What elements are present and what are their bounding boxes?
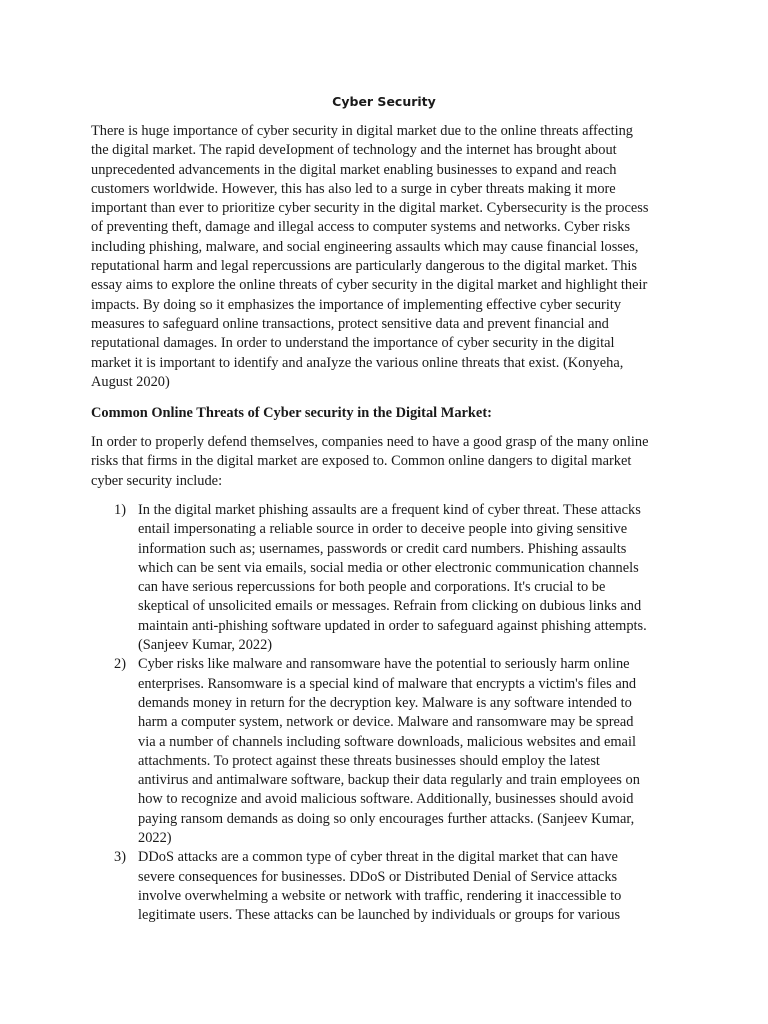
section-intro-line: In order to properly defend themselves, companies need to have a good grasp of the many online [91, 434, 649, 450]
intro-line: reputational damages. In order to understand the importance of cyber security in the digital [91, 335, 615, 352]
intro-line: unprecedented advancements in the digital market enabling businesses to expand and reach [91, 161, 617, 178]
list-item-phishing [114, 501, 694, 655]
intro-line: impacts. By doing so it emphasizes the importance of implementing effective cyber security [91, 296, 622, 313]
intro-line: reputational harm and legal repercussions are particularly dangerous to the digital market. This [91, 258, 637, 275]
list-item-line: involve overwhelming a website or network with traffic, rendering it inaccessible to [138, 887, 622, 904]
intro-line: market it is important to identify and anaIyze the various online threats that exist. (Konyeha, [91, 354, 624, 371]
document-title: Cyber Security [332, 94, 436, 109]
section-intro-paragraph [91, 433, 681, 491]
list-item-line: antivirus and antimalware software, backup their data regularly and train employees on [138, 772, 640, 789]
list-item-line: attachments. To protect against these threats businesses should employ the latest [138, 752, 600, 769]
list-item-line: legitimate users. These attacks can be launched by individuals or groups for various [138, 907, 621, 924]
intro-line: August 2020) [91, 373, 170, 390]
intro-line: of preventing theft, damage and illegal access to computer systems and networks. Cyber risks [91, 219, 631, 236]
intro-line: measures to safeguard online transactions, protect sensitive data and prevent financial and [91, 315, 609, 332]
list-item-line: (Sanjeev Kumar, 2022) [138, 637, 273, 654]
list-item-line: demands money in return for the decryption key. Malware is any software intended to [138, 694, 632, 711]
section-heading: Common Online Threats of Cyber security in the Digital Market: [91, 405, 492, 421]
threats-list [114, 501, 694, 926]
intro-line: including phishing, malware, and social engineering assaults which may cause financial losses, [91, 238, 639, 255]
list-item-line: severe consequences for businesses. DDoS or Distributed Denial of Service attacks [138, 868, 618, 885]
intro-line: the digital market. The rapid deveIopment of technology and the internet has brought about [91, 142, 617, 159]
list-item-line: maintain anti-phishing software updated in order to safeguard against phishing attempts. [138, 617, 647, 634]
list-number: 1) [114, 502, 126, 518]
list-item-line: harm a computer system, network or device. Malware and ransomware may be spread [138, 714, 634, 731]
list-item-line: information such as; usernames, passwords or credit card numbers. Phishing assaults [138, 540, 627, 557]
list-item-line: which can be sent via emails, social media or other electronic communication channels [138, 559, 639, 576]
intro-paragraph [91, 122, 681, 392]
list-item-line: how to recognize and avoid malicious software. Additionally, businesses should avoid [138, 791, 634, 808]
list-item-line: paying ransom demands as doing so only encourages further attacks. (Sanjeev Kumar, [138, 810, 635, 827]
list-item-line: skeptical of unsolicited emails or messages. Refrain from clicking on dubious links and [138, 598, 642, 615]
list-number: 2) [114, 656, 126, 673]
intro-line: customers worldwide. However, this has also led to a surge in cyber threats making it more [91, 180, 616, 197]
list-item-line: In the digital market phishing assaults are a frequent kind of cyber threat. These attacks [138, 502, 641, 518]
list-item-line: via a number of channels including software downloads, malicious websites and email [138, 733, 636, 750]
section-intro-line: cyber security include: [91, 472, 223, 489]
list-item-line: entail impersonating a reliable source in order to deceive people into giving sensitive [138, 521, 628, 538]
section-intro-line: risks that firms in the digital market are exposed to. Common online dangers to digital market [91, 453, 632, 470]
list-item-line: 2022) [138, 830, 172, 847]
list-item-line: DDoS attacks are a common type of cyber threat in the digital market that can have [138, 849, 618, 866]
intro-line: important than ever to prioritize cyber security in the digital market. Cybersecurity is the process [91, 200, 649, 217]
list-item-line: enterprises. Ransomware is a special kind of malware that encrypts a victim's files and [138, 675, 637, 692]
intro-line: There is huge importance of cyber security in digital market due to the online threats affecting [91, 123, 633, 139]
intro-line: essay aims to explore the online threats of cyber security in the digital market and highlight their [91, 277, 648, 294]
list-item-malware [114, 655, 694, 848]
list-item-line: can have serious repercussions for both people and corporations. It's crucial to be [138, 579, 606, 596]
list-number: 3) [114, 849, 126, 866]
list-item-ddos [114, 848, 694, 925]
list-item-line: Cyber risks like malware and ransomware have the potential to seriously harm online [138, 656, 630, 673]
